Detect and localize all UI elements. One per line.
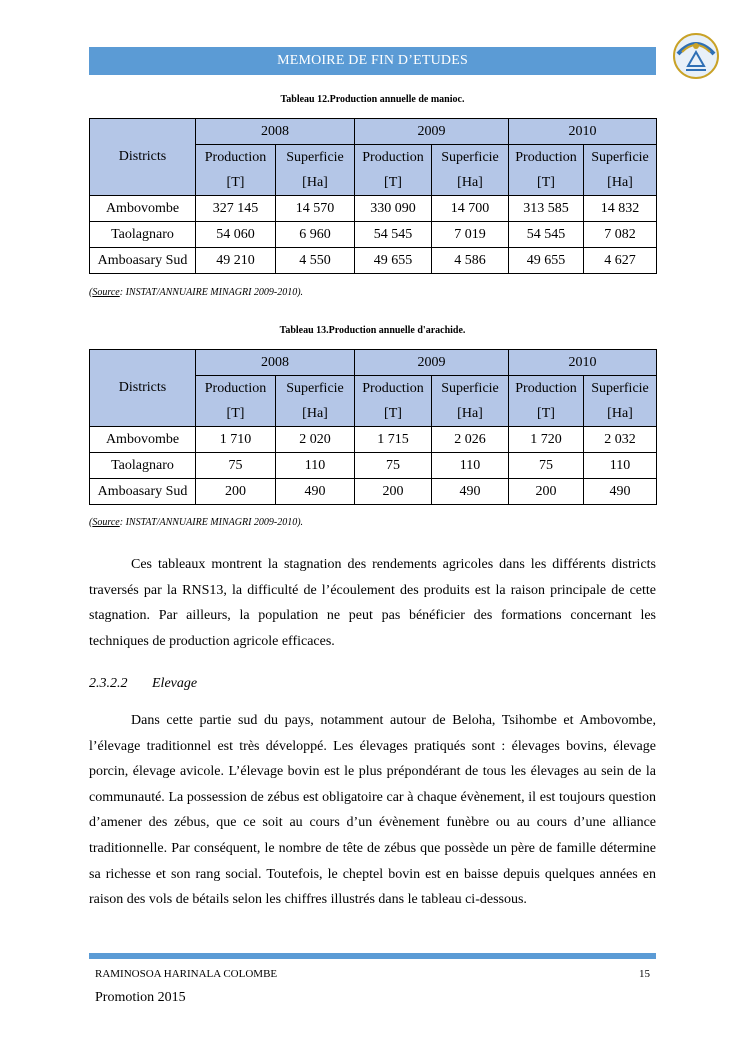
table-row xyxy=(90,479,657,505)
column-unit: [Ha] xyxy=(432,170,509,196)
value-cell: 2 026 xyxy=(432,427,509,453)
value-cell: 14 570 xyxy=(276,196,355,222)
column-header: Superficie xyxy=(276,376,355,402)
table-row xyxy=(90,196,657,222)
table-caption: Tableau 13.Production annuelle d'arachide. xyxy=(279,325,466,336)
value-cell: 6 960 xyxy=(276,222,355,248)
value-cell: 1 710 xyxy=(196,427,276,453)
value-cell: 54 545 xyxy=(509,222,584,248)
column-unit: [T] xyxy=(509,170,584,196)
body-paragraph: Dans cette partie sud du pays, notamment autour de Beloha, Tsihombe et Ambovombe, l’élevage traditionnel est très développé. Les élevages pratiqués sont : élevages bovins, élevage porcin, élevage avicole. L’élevage bovin est le plus prépondérant de tous les élevages au sein de la communauté. La possession de zébus est obligatoire car à chaque évènement, il est toujours question d’amener des zébus, que ce soit au cours d’un évènement funèbre ou au cours d’une alliance traditionnelle. Par conséquent, le nombre de tête de zébus que possède un père de famille détermine sa richesse et son rang social. Toutefois, le cheptel bovin est en baisse depuis quelques années en raison des vols de bétails selon les chiffres illustrés dans le tableau ci-dessous. xyxy=(89,713,656,908)
column-header: Superficie xyxy=(432,376,509,402)
column-header: Production xyxy=(355,376,432,402)
value-cell: 200 xyxy=(509,479,584,505)
value-cell: 313 585 xyxy=(509,196,584,222)
value-cell: 14 832 xyxy=(584,196,657,222)
column-unit: [T] xyxy=(196,401,276,427)
value-cell: 1 720 xyxy=(509,427,584,453)
source-label: Source xyxy=(92,287,120,298)
year-header: 2008 xyxy=(196,350,355,376)
header-title: MEMOIRE DE FIN D’ETUDES xyxy=(277,53,468,68)
district-cell: Amboasary Sud xyxy=(90,479,196,505)
year-header: 2008 xyxy=(196,119,355,145)
value-cell: 200 xyxy=(355,479,432,505)
column-header: Superficie xyxy=(432,145,509,171)
districts-header: Districts xyxy=(90,119,196,196)
table-source: (Source: INSTAT/ANNUAIRE MINAGRI 2009-2010). xyxy=(89,287,304,298)
value-cell: 49 210 xyxy=(196,248,276,274)
value-cell: 330 090 xyxy=(355,196,432,222)
arachide-production-table xyxy=(89,349,657,505)
table-caption: Tableau 12.Production annuelle de manioc. xyxy=(280,94,465,105)
value-cell: 49 655 xyxy=(509,248,584,274)
value-cell: 2 020 xyxy=(276,427,355,453)
column-unit: [T] xyxy=(509,401,584,427)
column-header: Superficie xyxy=(276,145,355,171)
footer-author: RAMINOSOA HARINALA COLOMBE xyxy=(95,968,278,980)
column-unit: [Ha] xyxy=(584,170,657,196)
value-cell: 110 xyxy=(432,453,509,479)
column-header: Production xyxy=(196,145,276,171)
column-unit: [Ha] xyxy=(276,170,355,196)
value-cell: 1 715 xyxy=(355,427,432,453)
section-heading xyxy=(89,676,197,692)
value-cell: 200 xyxy=(196,479,276,505)
year-header: 2009 xyxy=(355,119,509,145)
column-unit: [T] xyxy=(196,170,276,196)
value-cell: 490 xyxy=(584,479,657,505)
column-unit: [Ha] xyxy=(584,401,657,427)
section-title: Elevage xyxy=(152,676,198,691)
footer-divider xyxy=(89,953,656,959)
column-header: Production xyxy=(509,145,584,171)
district-cell: Ambovombe xyxy=(90,427,196,453)
district-cell: Amboasary Sud xyxy=(90,248,196,274)
value-cell: 490 xyxy=(276,479,355,505)
table-row xyxy=(90,427,657,453)
column-header: Superficie xyxy=(584,376,657,402)
section-number: 2.3.2.2 xyxy=(89,676,128,691)
source-text: : INSTAT/ANNUAIRE MINAGRI 2009-2010). xyxy=(119,287,304,298)
district-cell: Ambovombe xyxy=(90,196,196,222)
value-cell: 7 019 xyxy=(432,222,509,248)
district-cell: Taolagnaro xyxy=(90,453,196,479)
year-header: 2010 xyxy=(509,350,657,376)
body-paragraph: Ces tableaux montrent la stagnation des rendements agricoles dans les différents districts traversés par la RNS13, la difficulté de l’écoulement des produits est la raison principale de cette stagnation. Par ailleurs, la population ne peut pas bénéficier des formations concernant les techniques de production agricole efficaces. xyxy=(89,557,656,649)
source-label: Source xyxy=(92,517,120,528)
value-cell: 54 060 xyxy=(196,222,276,248)
column-unit: [T] xyxy=(355,170,432,196)
column-header: Production xyxy=(509,376,584,402)
value-cell: 75 xyxy=(196,453,276,479)
district-cell: Taolagnaro xyxy=(90,222,196,248)
year-header: 2010 xyxy=(509,119,657,145)
footer-promotion: Promotion 2015 xyxy=(95,990,186,1005)
source-text: : INSTAT/ANNUAIRE MINAGRI 2009-2010). xyxy=(119,517,304,528)
column-header: Production xyxy=(196,376,276,402)
value-cell: 7 082 xyxy=(584,222,657,248)
table-row xyxy=(90,453,657,479)
value-cell: 4 550 xyxy=(276,248,355,274)
value-cell: 327 145 xyxy=(196,196,276,222)
value-cell: 110 xyxy=(584,453,657,479)
value-cell: 75 xyxy=(509,453,584,479)
districts-header: Districts xyxy=(90,350,196,427)
table-row xyxy=(90,248,657,274)
year-header: 2009 xyxy=(355,350,509,376)
manioc-production-table xyxy=(89,118,657,274)
column-unit: [T] xyxy=(355,401,432,427)
value-cell: 4 586 xyxy=(432,248,509,274)
column-unit: [Ha] xyxy=(432,401,509,427)
table-source: (Source: INSTAT/ANNUAIRE MINAGRI 2009-2010). xyxy=(89,517,304,528)
column-header: Production xyxy=(355,145,432,171)
column-header: Superficie xyxy=(584,145,657,171)
running-header xyxy=(89,47,656,75)
value-cell: 54 545 xyxy=(355,222,432,248)
page-number: 15 xyxy=(639,968,650,980)
value-cell: 75 xyxy=(355,453,432,479)
university-seal-icon xyxy=(672,32,720,80)
value-cell: 4 627 xyxy=(584,248,657,274)
value-cell: 49 655 xyxy=(355,248,432,274)
value-cell: 110 xyxy=(276,453,355,479)
table-row xyxy=(90,222,657,248)
value-cell: 490 xyxy=(432,479,509,505)
column-unit: [Ha] xyxy=(276,401,355,427)
value-cell: 14 700 xyxy=(432,196,509,222)
value-cell: 2 032 xyxy=(584,427,657,453)
